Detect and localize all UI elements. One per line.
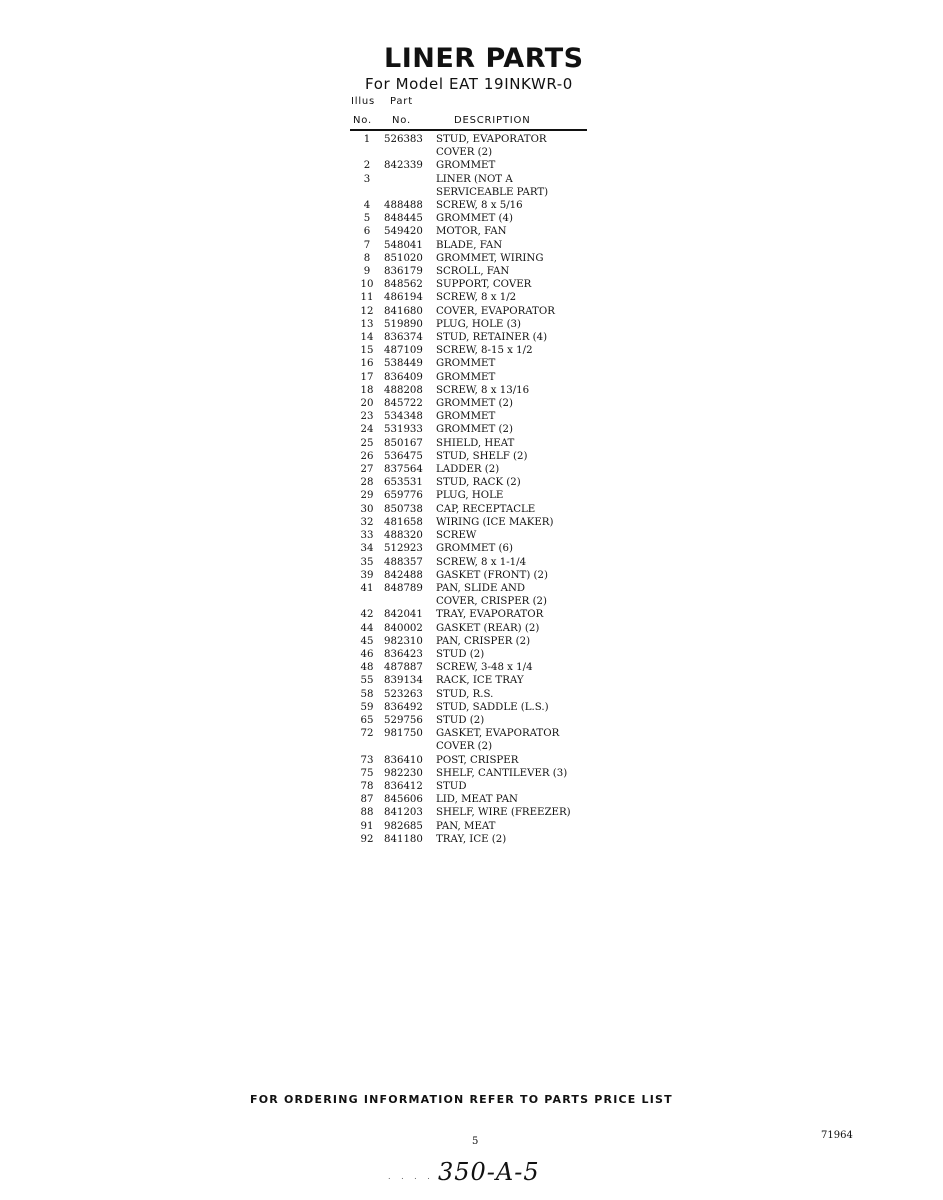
part-description: SCREW, 8-15 x 1/2 [436, 345, 533, 357]
part-description: BLADE, FAN [436, 239, 503, 251]
part-number: 845606 [384, 794, 423, 806]
part-number: 481658 [384, 516, 423, 528]
part-description: SCREW, 8 x 5/16 [436, 200, 523, 212]
parts-row [350, 674, 590, 687]
illus-number: 18 [360, 384, 374, 396]
part-description: LID, MEAT PAN [436, 794, 518, 806]
part-number: 488320 [384, 530, 423, 542]
parts-row [350, 556, 590, 569]
parts-row [350, 833, 590, 846]
parts-row [350, 542, 590, 555]
ordering-info-footer: FOR ORDERING INFORMATION REFER TO PARTS PRICE LIST [250, 1093, 673, 1106]
part-number: 512923 [384, 543, 423, 555]
part-description: GROMMET, WIRING [436, 252, 544, 264]
part-number: 981750 [384, 728, 423, 740]
part-number: 842339 [384, 160, 423, 172]
illus-no-header: No. [353, 115, 373, 126]
part-description: PLUG, HOLE [436, 490, 504, 502]
parts-row [350, 437, 590, 450]
illus-number: 88 [360, 807, 374, 819]
part-description: COVER, CRISPER (2) [436, 596, 548, 608]
part-number: 840002 [384, 622, 423, 634]
part-description: GROMMET [436, 411, 496, 423]
header-rule [350, 129, 587, 131]
illus-number: 42 [360, 609, 374, 621]
illus-number: 34 [360, 543, 374, 555]
parts-row [350, 371, 590, 384]
part-description: COVER, EVAPORATOR [436, 305, 555, 317]
illus-number: 35 [360, 556, 374, 568]
part-description: GROMMET [436, 371, 496, 383]
part-number: 850738 [384, 503, 423, 515]
document-number: 71964 [821, 1130, 853, 1141]
part-description: STUD, R.S. [436, 688, 494, 700]
parts-row [350, 159, 590, 172]
illus-number: 5 [363, 213, 371, 225]
part-description: SHIELD, HEAT [436, 437, 515, 449]
illus-number: 59 [360, 701, 374, 713]
part-description: STUD, SADDLE (L.S.) [436, 701, 549, 713]
part-number: 836374 [384, 332, 423, 344]
parts-row [350, 648, 590, 661]
illus-number: 7 [363, 239, 371, 251]
parts-row [350, 661, 590, 674]
parts-row [350, 225, 590, 238]
illus-number: 6 [363, 226, 371, 238]
parts-row [350, 727, 590, 740]
part-number: 836492 [384, 701, 423, 713]
illus-number: 55 [360, 675, 374, 687]
part-description: SHELF, WIRE (FREEZER) [436, 807, 571, 819]
illus-number: 91 [360, 820, 374, 832]
parts-row [350, 582, 590, 595]
part-description: SUPPORT, COVER [436, 279, 532, 291]
part-description: STUD, RACK (2) [436, 477, 521, 489]
part-number: 659776 [384, 490, 423, 502]
illus-number: 39 [360, 569, 374, 581]
parts-row [350, 793, 590, 806]
parts-row [350, 714, 590, 727]
parts-row [350, 397, 590, 410]
parts-row [350, 133, 590, 146]
part-number: 839134 [384, 675, 423, 687]
parts-row [350, 622, 590, 635]
part-description: SCREW, 8 x 1-1/4 [436, 556, 527, 568]
illus-number: 58 [360, 688, 374, 700]
part-description: SCROLL, FAN [436, 266, 510, 278]
parts-row [350, 529, 590, 542]
illus-number: 78 [360, 780, 374, 792]
parts-row [350, 688, 590, 701]
page-number: 5 [472, 1136, 479, 1147]
part-number: 836423 [384, 648, 423, 660]
parts-row [350, 357, 590, 370]
parts-row [350, 489, 590, 502]
part-number: 842488 [384, 569, 423, 581]
part-number [384, 146, 434, 159]
illus-number: 65 [360, 714, 374, 726]
part-number: 851020 [384, 252, 423, 264]
part-description: WIRING (ICE MAKER) [436, 516, 554, 528]
part-number [384, 740, 434, 753]
illus-number: 2 [363, 160, 371, 172]
illus-number: 26 [360, 450, 374, 462]
part-description: GASKET, EVAPORATOR [436, 728, 560, 740]
part-number: 487109 [384, 345, 423, 357]
illus-number: 4 [363, 200, 371, 212]
part-description: STUD, EVAPORATOR [436, 134, 547, 145]
part-description: GASKET (FRONT) (2) [436, 569, 548, 581]
description-header: DESCRIPTION [454, 115, 531, 126]
illus-header-top: Illus [351, 96, 376, 107]
part-number: 487887 [384, 662, 423, 674]
part-description: GROMMET (4) [436, 213, 513, 225]
illus-number: 28 [360, 477, 374, 489]
part-description: GASKET (REAR) (2) [436, 622, 540, 634]
part-number: 841203 [384, 807, 423, 819]
illus-number: 25 [360, 437, 374, 449]
illus-number: 73 [360, 754, 374, 766]
parts-row [350, 516, 590, 529]
part-description: SERVICEABLE PART) [436, 186, 549, 198]
model-subtitle: For Model EAT 19INKWR-0 [365, 75, 573, 93]
parts-row [350, 780, 590, 793]
part-description: GROMMET (2) [436, 424, 513, 436]
illus-number: 10 [360, 279, 374, 291]
part-number: 526383 [384, 134, 423, 145]
part-description: SHELF, CANTILEVER (3) [436, 767, 568, 779]
part-number [384, 595, 434, 608]
parts-row [350, 199, 590, 212]
illus-number: 12 [360, 305, 374, 317]
illus-number: 3 [363, 173, 371, 185]
part-header-top: Part [390, 96, 413, 107]
part-number: 836410 [384, 754, 423, 766]
part-description: GROMMET [436, 160, 496, 172]
part-description: LADDER (2) [436, 464, 500, 476]
part-number: 549420 [384, 226, 423, 238]
illus-number: 9 [363, 266, 371, 278]
part-number: 488488 [384, 200, 423, 212]
parts-row [350, 635, 590, 648]
illus-number: 44 [360, 622, 374, 634]
parts-row [350, 344, 590, 357]
illus-number: 32 [360, 516, 374, 528]
parts-row [350, 410, 590, 423]
part-number: 848789 [384, 582, 423, 594]
parts-row [350, 305, 590, 318]
part-description: TRAY, EVAPORATOR [436, 609, 544, 621]
illus-number: 92 [360, 833, 374, 845]
part-number: 982230 [384, 767, 423, 779]
parts-row [350, 278, 590, 291]
part-number: 523263 [384, 688, 423, 700]
part-description: STUD, RETAINER (4) [436, 332, 548, 344]
part-number: 841180 [384, 833, 423, 845]
part-description: GROMMET (2) [436, 398, 513, 410]
parts-row [350, 265, 590, 278]
part-description: PAN, CRISPER (2) [436, 635, 531, 647]
parts-row [350, 476, 590, 489]
illus-number: 48 [360, 662, 374, 674]
illus-number: 29 [360, 490, 374, 502]
part-description: PAN, SLIDE AND [436, 582, 526, 594]
part-number: 486194 [384, 292, 423, 304]
part-number: 841680 [384, 305, 423, 317]
part-description: COVER (2) [436, 741, 493, 753]
parts-row [350, 239, 590, 252]
illus-number: 24 [360, 424, 374, 436]
part-number: 848562 [384, 279, 423, 291]
illus-number: 14 [360, 332, 374, 344]
illus-number: 30 [360, 503, 374, 515]
parts-row [350, 146, 590, 159]
part-description: GROMMET (6) [436, 543, 513, 555]
part-number: 982685 [384, 820, 423, 832]
part-description: STUD, SHELF (2) [436, 450, 528, 462]
part-description: PLUG, HOLE (3) [436, 318, 522, 330]
part-description: MOTOR, FAN [436, 226, 507, 238]
part-number: 848445 [384, 213, 423, 225]
illus-number: 1 [363, 134, 371, 145]
part-description: COVER (2) [436, 147, 493, 159]
parts-row [350, 186, 590, 199]
part-number: 488357 [384, 556, 423, 568]
parts-row [350, 450, 590, 463]
part-description: RACK, ICE TRAY [436, 675, 524, 687]
parts-row [350, 608, 590, 621]
part-number: 536475 [384, 450, 423, 462]
parts-row [350, 740, 590, 753]
parts-row [350, 767, 590, 780]
illus-number: 27 [360, 464, 374, 476]
illus-number: 20 [360, 398, 374, 410]
part-number: 488208 [384, 384, 423, 396]
part-description: LINER (NOT A [436, 173, 513, 185]
part-description: SCREW [436, 530, 477, 542]
parts-row [350, 384, 590, 397]
parts-row [350, 754, 590, 767]
part-description: STUD (2) [436, 648, 485, 660]
part-number: 548041 [384, 239, 423, 251]
part-description: TRAY, ICE (2) [436, 833, 507, 845]
illus-number: 46 [360, 648, 374, 660]
part-number: 836409 [384, 371, 423, 383]
illus-number: 72 [360, 728, 374, 740]
illus-number: 33 [360, 530, 374, 542]
part-number [384, 186, 434, 199]
parts-list [350, 133, 590, 846]
part-number: 982310 [384, 635, 423, 647]
part-number: 531933 [384, 424, 423, 436]
parts-row [350, 820, 590, 833]
illus-number: 41 [360, 582, 374, 594]
parts-row [350, 252, 590, 265]
illus-number [350, 186, 384, 199]
scan-dots: . . . . [388, 1172, 434, 1181]
illus-number: 8 [363, 252, 371, 264]
parts-row [350, 173, 590, 186]
illus-number [350, 595, 384, 608]
part-number: 842041 [384, 609, 423, 621]
parts-row [350, 701, 590, 714]
part-number: 850167 [384, 437, 423, 449]
illus-number: 13 [360, 318, 374, 330]
part-description: POST, CRISPER [436, 754, 519, 766]
part-number: 837564 [384, 464, 423, 476]
part-description: PAN, MEAT [436, 820, 496, 832]
parts-row [350, 212, 590, 225]
part-number: 519890 [384, 318, 423, 330]
parts-row [350, 463, 590, 476]
illus-number: 11 [360, 292, 374, 304]
part-description: STUD (2) [436, 714, 485, 726]
part-description: CAP, RECEPTACLE [436, 503, 536, 515]
part-number: 534348 [384, 411, 423, 423]
illus-number: 15 [360, 345, 374, 357]
part-number: 653531 [384, 477, 423, 489]
illus-number: 75 [360, 767, 374, 779]
part-number: 836412 [384, 780, 423, 792]
handwritten-annotation: 350-A-5 [438, 1158, 540, 1186]
parts-row [350, 569, 590, 582]
part-number: 538449 [384, 358, 423, 370]
parts-row [350, 291, 590, 304]
illus-number: 45 [360, 635, 374, 647]
page-title: LINER PARTS [384, 43, 584, 74]
part-description: SCREW, 3-48 x 1/4 [436, 662, 533, 674]
part-number [384, 173, 434, 186]
part-description: SCREW, 8 x 1/2 [436, 292, 517, 304]
parts-row [350, 331, 590, 344]
part-number: 845722 [384, 398, 423, 410]
parts-row [350, 806, 590, 819]
parts-row [350, 318, 590, 331]
parts-row [350, 503, 590, 516]
part-description: SCREW, 8 x 13/16 [436, 384, 530, 396]
parts-row [350, 423, 590, 436]
illus-number: 23 [360, 411, 374, 423]
parts-row [350, 595, 590, 608]
illus-number: 16 [360, 358, 374, 370]
illus-number: 87 [360, 794, 374, 806]
illus-number [350, 146, 384, 159]
part-description: GROMMET [436, 358, 496, 370]
part-number: 836179 [384, 266, 423, 278]
part-description: STUD [436, 780, 467, 792]
part-number: 529756 [384, 714, 423, 726]
illus-number: 17 [360, 371, 374, 383]
illus-number [350, 740, 384, 753]
part-no-header: No. [392, 115, 412, 126]
